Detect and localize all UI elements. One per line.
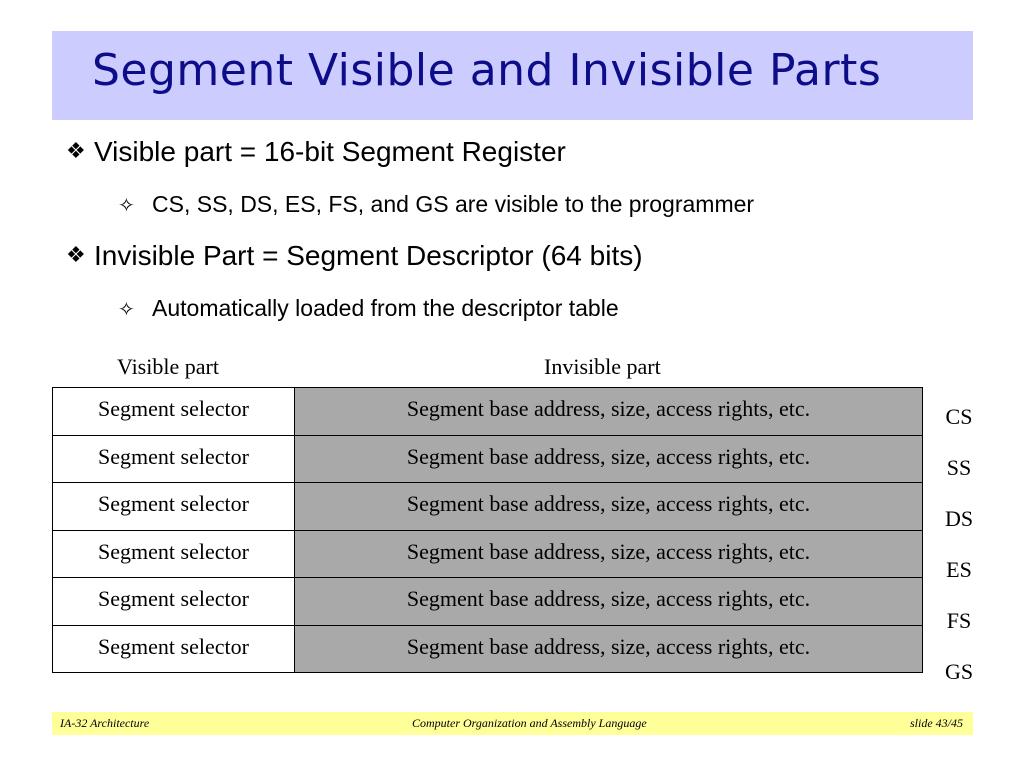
title-banner: [52, 31, 973, 120]
register-label-gs: GS: [944, 659, 974, 684]
table-row: [53, 483, 923, 531]
segment-selector-cell: Segment selector: [53, 530, 295, 578]
segment-register-table: [52, 387, 923, 673]
descriptor-cache-cell: Segment base address, size, access rights, etc.: [295, 388, 923, 436]
register-label-cs: CS: [945, 404, 973, 429]
segment-selector-cell: Segment selector: [53, 388, 295, 436]
sub-bullet-text: CS, SS, DS, ES, FS, and GS are visible to the programmer: [152, 191, 755, 217]
bullet-visible-part: [66, 136, 566, 168]
descriptor-cache-cell: Segment base address, size, access rights, etc.: [295, 530, 923, 578]
footer-course-name: Computer Organization and Assembly Language: [412, 716, 647, 730]
register-label-ds: DS: [944, 506, 974, 531]
sub-bullet-descriptor-table: [118, 295, 619, 322]
bullet-text: Invisible Part = Segment Descriptor (64 bits): [94, 240, 643, 271]
table-row: [53, 625, 923, 673]
segment-selector-cell: Segment selector: [53, 625, 295, 673]
sub-bullet-text: Automatically loaded from the descriptor table: [152, 295, 619, 321]
invisible-part-header: Invisible part: [544, 354, 661, 379]
descriptor-cache-cell: Segment base address, size, access rights, etc.: [295, 435, 923, 483]
table-row: [53, 530, 923, 578]
slide-title: Segment Visible and Invisible Parts: [92, 45, 882, 96]
bullet-text: Visible part = 16-bit Segment Register: [94, 136, 566, 167]
descriptor-cache-cell: Segment base address, size, access rights, etc.: [295, 483, 923, 531]
register-label-fs: FS: [946, 608, 972, 633]
table-row: [53, 388, 923, 436]
segment-selector-cell: Segment selector: [53, 578, 295, 626]
visible-part-header: Visible part: [117, 354, 219, 379]
table-row: [53, 578, 923, 626]
footer-course-topic: IA-32 Architecture: [60, 716, 150, 730]
segment-selector-cell: Segment selector: [53, 483, 295, 531]
sub-bullet-visible-registers: [118, 191, 754, 218]
slide-footer: [52, 712, 973, 735]
diamond-bullet-icon: ❖: [66, 138, 86, 163]
descriptor-cache-cell: Segment base address, size, access rights, etc.: [295, 625, 923, 673]
table-row: [53, 435, 923, 483]
bullet-invisible-part: [66, 240, 643, 272]
descriptor-cache-cell: Segment base address, size, access rights, etc.: [295, 578, 923, 626]
footer-slide-number: slide 43/45: [910, 716, 963, 730]
star-bullet-icon: ✧: [118, 195, 135, 217]
register-label-ss: SS: [946, 455, 972, 480]
diamond-bullet-icon: ❖: [66, 242, 86, 267]
register-label-es: ES: [946, 557, 972, 582]
star-bullet-icon: ✧: [118, 299, 135, 321]
segment-selector-cell: Segment selector: [53, 435, 295, 483]
